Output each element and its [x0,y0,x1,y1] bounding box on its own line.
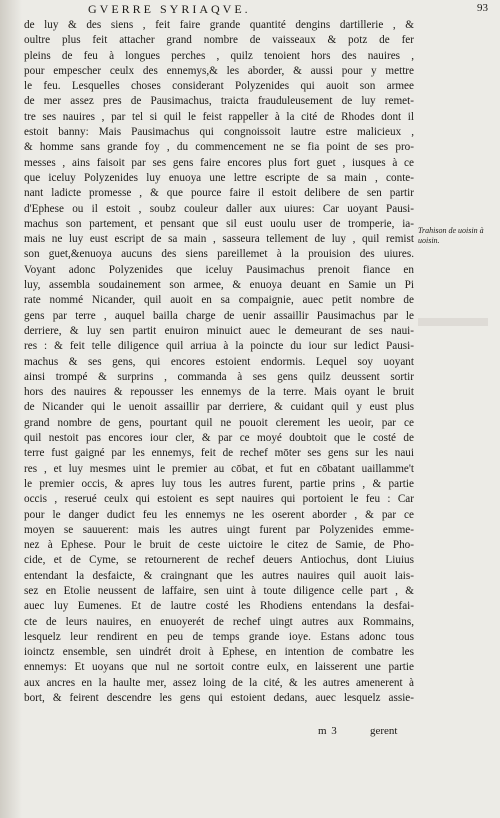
catchword: gerent [370,725,398,737]
signature-mark: m 3 [318,725,338,737]
text-line: son guet,&enuoya aucuns des siens pareillemet à la prouision des uiures. [24,248,414,261]
text-line: moyen se sauuerent: mais les autres uingt furent par Polyzenides emme- [24,523,414,536]
text-line: res : & feit telle diligence quil arriua à la poincte du iour sur ledict Pausi- [24,340,414,353]
text-line: bort, & feirent descendre les gens qui estoient dedans, auec lesquelz assie- [24,692,414,705]
text-line: ainsi trompé & surprins , commanda à ses gens quilz deussent sortir [24,370,414,383]
body-text [24,18,414,706]
text-line: que iceluy Polyzenides luy enuoya une lettre escripte de sa main , conte- [24,171,414,184]
text-line: le feu. Lesquelles choses considerant Polyzenides qui auoit son armee [24,80,414,93]
text-line: de luy & des siens , feit faire grande quantité dengins dartillerie , & [24,19,414,31]
text-line: ioinctz ensemble, sen uindrét droit à Ephese, en intention de combatre les [24,646,414,659]
margin-note: Trahison de uoisin à uoisin. [418,226,484,245]
gutter-shadow [0,0,22,818]
text-line: pleins de feu à longues perches , quilz tenoient hors des nauires , [24,49,414,62]
text-line: pour le danger dudict feu les ennemys ne les oserent aborder , & par ce [24,508,414,521]
text-line: rate nommé Nicander, quil auoit en sa compaignie, auec petit nombre de [24,294,414,307]
running-head: GVERRE SYRIAQVE. [88,2,251,16]
text-line: nant ladicte promesse , & que pource faire il estoit delibere de sen partir [24,187,414,200]
text-line: lesquelz leur rendirent en peu de temps grande ioye. Estans adonc tous [24,630,414,643]
text-line: le premier occis, & apres luy tous les autres furent, partie prins , & partie [24,477,414,490]
text-line: entendant la desfaicte, & craingnant que les autres nauires quil auoit lais- [24,569,414,582]
faint-margin-mark [418,318,488,326]
text-line: estoit banny: Mais Pausimachus qui congnoissoit lautre estre malicieux , [24,126,414,139]
text-line: occis , reserué ceulx qui estoient es sept nauires qui portoient le feu : Car [24,493,414,506]
text-line: luy, assembla soudainement son armee, & enuoya deuant en Samie un Pi [24,279,414,292]
text-line: cte de leurs nauires, en enuoyerét de rechef uingt autres aux Rommains, [24,615,414,628]
page-number: 93 [477,2,488,14]
text-line: tre ses nauires , par tel si quil le feist rappeller à la cité de Rhodes dont il [24,110,414,123]
text-line: auec luy Eumenes. Et de lautre costé les Rhodiens entendans la desfai- [24,600,414,613]
text-line: derriere, & luy sen partit enuiron minuict auec le demeurant de ses naui- [24,324,414,337]
text-line: pour empescher ceulx des ennemys,& les aborder, & aussi pour y mettre [24,64,414,77]
text-line: hors des nauires & repousser les ennemys de la terre. Mais oyant le bruit [24,386,414,399]
text-line: de Nicander qui le uenoit assaillir par derriere, & cuidant quil y eust plus [24,401,414,414]
text-line: ennemys: Et uoyans que nul ne sortoit contre eulx, en laisserent une partie [24,661,414,674]
text-line: Voyant adonc Polyzenides que iceluy Pausimachus prenoit fiance en [24,263,414,276]
text-line: de mer assez pres de Pausimachus, traicta frauduleusement de luy remet- [24,95,414,108]
text-line: gens par terre , auquel bailla charge de uenir assaillir Pausimachus par le [24,309,414,322]
text-line: terre fust gaigné par les ennemys, feit de rechef mōter ses gens sur les naui [24,447,414,460]
text-line: aux ancres en la haulte mer, assez loing de la cité, & les autres amenerent à [24,676,414,689]
text-line: mais ne luy eust escript de sa main , sasseura tellement de luy , quil remist [24,233,414,246]
text-line: machus & ses gens, qui encores estoient endormis. Lequel soy uoyant [24,355,414,368]
text-line: res , et luy mesmes uint le premier au cōbat, et fut en cōbatant uaillamme't [24,462,414,475]
text-line: sez en Etolie neussent de laffaire, sen uint à toute diligence celle part , & [24,584,414,597]
text-line: nez à Ephese. Pour le bruit de ceste uictoire le citez de Samie, de Pho- [24,539,414,552]
text-line: machus son partement, et pensant que sil eust uoulu user de tromperie, ia- [24,217,414,230]
text-line: d'Ephese ou il estoit , soubz couleur daller aux uiures: Car uoyant Pausi- [24,202,414,215]
text-line: & homme sans grande foy , du commencement ne se fia point de ses pro- [24,141,414,154]
text-line: grand nombre de gens, pourtant quil ne pouoit clerement les ueoir, par ce [24,416,414,429]
text-line: oultre plus feit attacher grand nombre de vaisseaux & potz de fer [24,34,414,47]
text-line: quil nestoit pas encores iour cler, & par ce moyé doubtoit que le costé de [24,432,414,445]
text-line: cide, et de Cyme, se retournerent de rechef deuers Antiochus, dont Liuius [24,554,414,567]
text-line: messes , ains faisoit par ses gens faire encores plus fort guet , iusques à ce [24,156,414,169]
